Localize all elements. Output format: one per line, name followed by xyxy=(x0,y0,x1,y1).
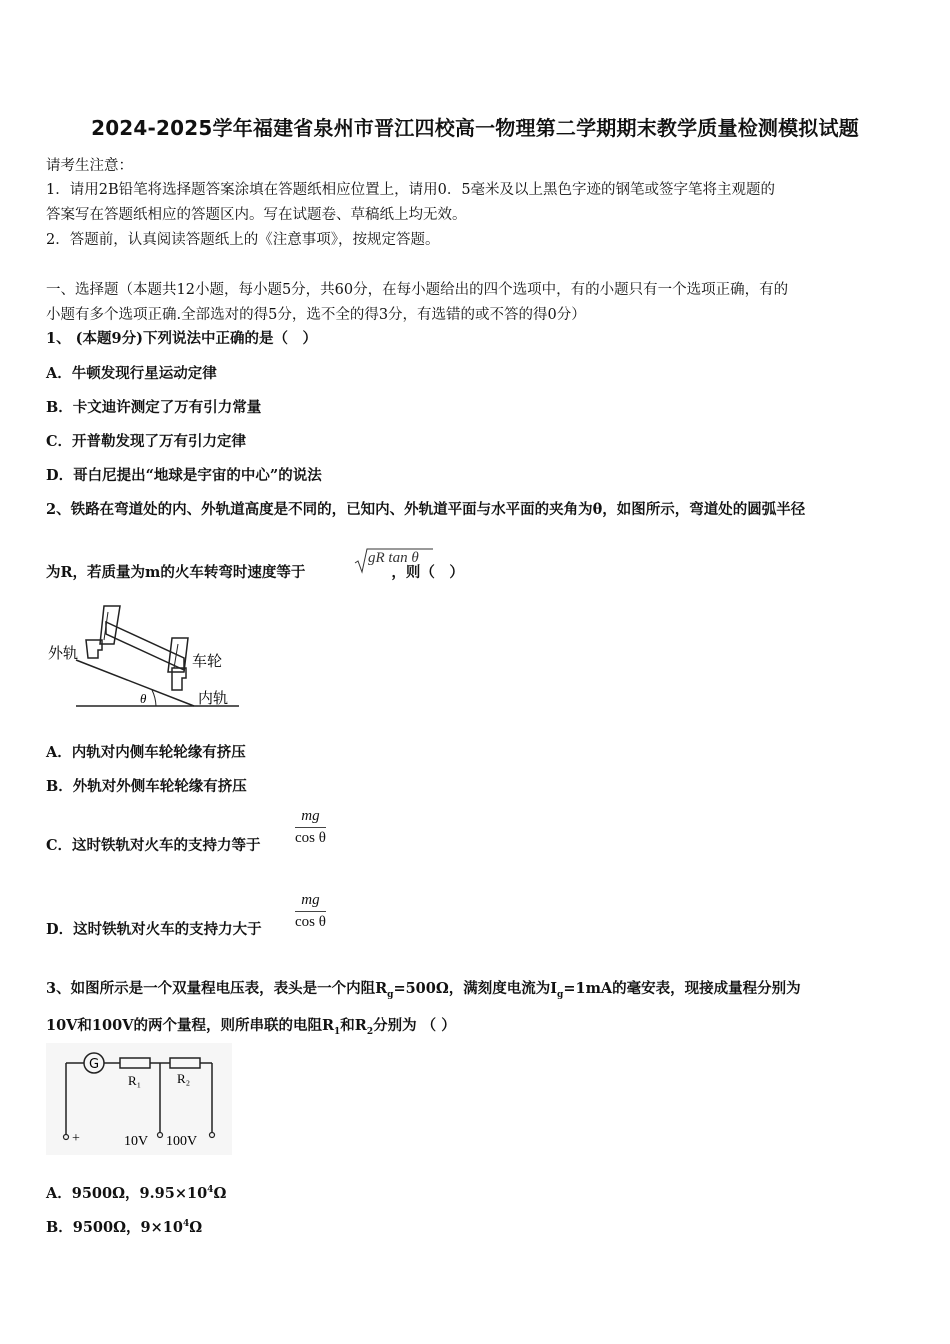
fraction-denominator: cos θ xyxy=(295,830,326,846)
q3-option-b-unit: Ω xyxy=(189,1219,203,1236)
q3-stem-part-6: 分别为 （ ） xyxy=(373,1017,456,1034)
q2-stem-line-1: 2、铁路在弯道处的内、外轨道高度是不同的，已知内、外轨道平面与水平面的夹角为θ，如图所示，弯道处的圆弧半径 xyxy=(46,501,806,518)
voltmeter-circuit-figure xyxy=(46,1043,232,1155)
q1-option-b: B．卡文迪许测定了万有引力常量 xyxy=(46,399,262,416)
terminal-100v-label: 100V xyxy=(166,1134,198,1149)
notice-item-1-line-2: 答案写在答题纸相应的答题区内。写在试题卷、草稿纸上均无效。 xyxy=(46,207,467,223)
label-inner-rail: 内轨 xyxy=(198,689,229,707)
q2-sqrt-radicand: gR tan θ xyxy=(368,550,419,566)
section-1-line-2: 小题有多个选项正确.全部选对的得5分，选不全的得3分，有选错的或不答的得0分） xyxy=(46,307,586,323)
q1-stem: 1、 (本题9分)下列说法中正确的是（ ） xyxy=(46,330,317,347)
label-wheel: 车轮 xyxy=(192,652,223,670)
q2-sqrt-expression xyxy=(353,546,435,581)
q3-option-a-text: A．9500Ω，9.95×10 xyxy=(46,1185,208,1202)
q3-stem-line-2 xyxy=(46,1014,456,1037)
q3-option-a xyxy=(46,1182,226,1203)
section-1-line-1: 一、选择题（本题共12小题，每小题5分，共60分，在每小题给出的四个选项中，有的小题只有一个选项正确，有的 xyxy=(46,282,789,298)
q2-option-c-fraction xyxy=(295,808,326,847)
fraction-numerator: mg xyxy=(301,808,320,824)
q3-stem-part-4: 10V和100V的两个量程，则所串联的电阻R xyxy=(46,1017,334,1034)
rg-subscript: g xyxy=(387,989,394,1000)
ig-subscript: g xyxy=(557,989,564,1000)
q1-option-c: C．开普勒发现了万有引力定律 xyxy=(46,433,247,450)
q1-option-a: A．牛顿发现行星运动定律 xyxy=(46,365,217,382)
q3-stem-part-1: 3、如图所示是一个双量程电压表，表头是一个内阻R xyxy=(46,980,388,997)
q2-option-b: B．外轨对外侧车轮轮缘有挤压 xyxy=(46,778,247,795)
q1-option-d: D．哥白尼提出“地球是宇宙的中心”的说法 xyxy=(46,467,322,484)
q3-option-b-text: B．9500Ω，9×10 xyxy=(46,1219,183,1236)
plus-terminal-label: + xyxy=(72,1131,80,1146)
q2-stem-line-2-post: ，则（ ） xyxy=(391,564,464,581)
q3-stem-line-1 xyxy=(46,977,801,1000)
fraction-denominator: cos θ xyxy=(295,914,326,930)
terminal-10v-label: 10V xyxy=(124,1134,149,1149)
notice-item-1-line-1: 1．请用2B铅笔将选择题答案涂填在答题纸相应位置上，请用0．5毫米及以上黑色字迹的钢笔或签字笔将主观题的 xyxy=(46,182,776,198)
railway-track-figure xyxy=(44,600,244,712)
q2-option-c: C．这时铁轨对火车的支持力等于 xyxy=(46,837,261,854)
page-title: 2024-2025学年福建省泉州市晋江四校高一物理第二学期期末教学质量检测模拟试题 xyxy=(91,116,859,140)
fraction-numerator: mg xyxy=(301,892,320,908)
q2-option-a: A．内轨对内侧车轮轮缘有挤压 xyxy=(46,744,246,761)
r1-label: R₁ xyxy=(128,1073,142,1088)
q3-option-a-unit: Ω xyxy=(213,1185,227,1202)
q3-option-b xyxy=(46,1216,202,1237)
q3-option-b-exponent: 4 xyxy=(182,1219,190,1230)
q2-option-d: D．这时铁轨对火车的支持力大于 xyxy=(46,921,262,938)
galvanometer-label: G xyxy=(88,1057,100,1072)
q3-stem-part-3: =1mA的毫安表，现接成量程分别为 xyxy=(563,980,801,997)
q3-stem-part-5: 和R xyxy=(340,1017,367,1034)
q2-stem-line-2-pre: 为R，若质量为m的火车转弯时速度等于 xyxy=(46,564,306,581)
q3-option-a-exponent: 4 xyxy=(207,1185,214,1196)
q2-option-d-fraction xyxy=(295,892,326,931)
r1-subscript: 1 xyxy=(334,1026,341,1037)
r2-subscript: 2 xyxy=(366,1026,374,1037)
r2-label: R₂ xyxy=(177,1071,191,1086)
label-angle: θ xyxy=(140,691,147,706)
label-outer-rail: 外轨 xyxy=(48,644,79,662)
q3-stem-part-2: =500Ω，满刻度电流为I xyxy=(393,980,558,997)
notice-item-2: 2．答题前，认真阅读答题纸上的《注意事项》，按规定答题。 xyxy=(46,232,440,248)
notice-heading: 请考生注意： xyxy=(46,158,133,174)
